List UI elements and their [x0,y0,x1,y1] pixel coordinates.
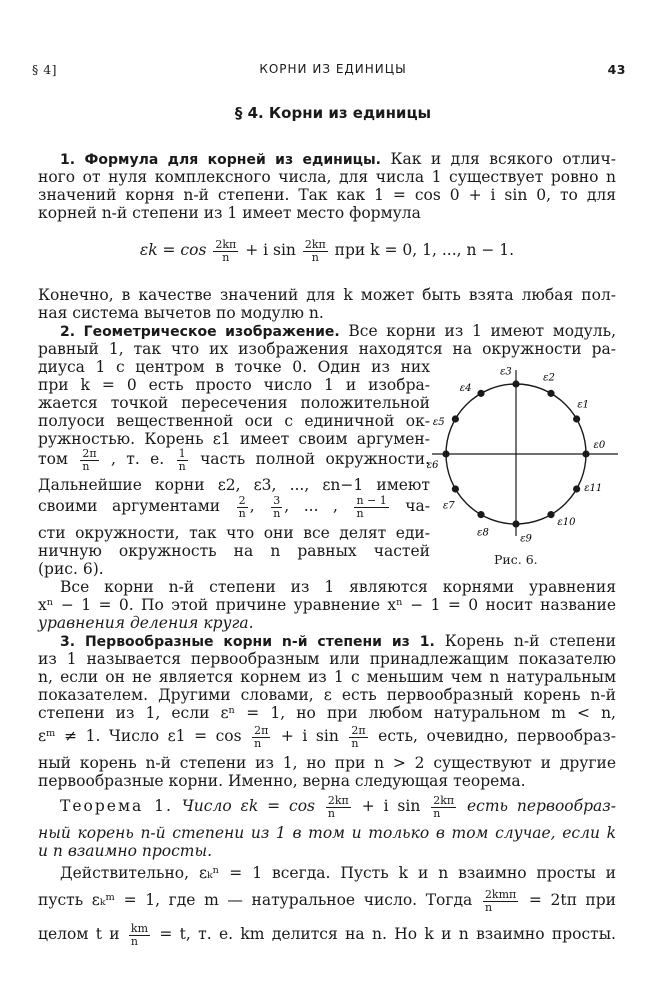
page-number: 43 [607,62,626,77]
fraction: $\frac{2\pi}{n}$ [254,723,269,750]
para1-line2: ного от нуля комплексного числа, для числа 1 существует ровно n [38,168,616,186]
theorem-line2: ный корень n-й степени из 1 в том и только в том случае, если k [38,824,616,842]
root-point-4 [477,390,484,397]
section-mark: § 4] [32,62,58,77]
para2-line15: xⁿ − 1 = 0. По этой причине уравнение xⁿ − 1 = 0 носит название [38,596,616,614]
para2-line2: равный 1, так что их изображения находятся на окружности ра- [38,340,616,358]
root-label-7: ε7 [442,500,455,512]
root-label-8: ε8 [477,527,489,539]
para2-line7: ружностью. Корень ε1 имеет своим аргумен- [38,430,430,448]
root-point-6 [442,450,449,457]
root-label-10: ε10 [557,517,576,529]
para2-line8: том $\frac{2\pi}{n}$ , т. е. $\frac{1}{n}$ часть полной окружности. [38,446,430,473]
formula-roots: εk = cos $\frac{2k\pi}{n}$ + i sin $\frac{2k\pi}{n}$ при k = 0, 1, ..., n − 1. [139,237,515,264]
theorem-line3: и n взаимно просты. [38,842,213,860]
root-label-2: ε2 [543,372,555,384]
para3-line2: из 1 называется первообразным или принадлежащим показателю [38,650,616,668]
proof-line3: целом t и $\frac{km}{n}$ = t, т. е. km делится на n. Но k и n взаимно просты. [38,921,616,948]
root-label-11: ε11 [584,482,603,494]
para2-line16: уравнения деления круга. [38,614,254,632]
root-label-5: ε5 [432,417,445,429]
para3-line1: 3. Первообразные корни n-й степени из 1. Корень n-й степени [60,632,616,650]
para2-line1: 2. Геометрическое изображение. Все корни из 1 имеют модуль, [60,322,616,340]
fraction: $\frac{\text{2kmπ}}{n}$ [484,887,517,914]
para2-line12: ничную окружность на n равных частей [38,542,430,560]
fraction: $\frac{2}{n}$ [238,493,246,520]
proof-line1: Действительно, εₖⁿ = 1 всегда. Пусть k и n взаимно просты и [60,864,616,882]
running-title: КОРНИ ИЗ ЕДИНИЦЫ [259,62,407,76]
fraction: $\frac{2k\pi}{n}$ [327,793,349,820]
para2-line4: при k = 0 есть просто число 1 и изобра- [38,376,430,394]
root-point-7 [452,485,459,492]
para1-line1: 1. Формула для корней из единицы. Как и для всякого отлич- [60,150,616,168]
root-label-9: ε9 [520,533,532,545]
fraction: $\frac{2\pi}{n}$ [351,723,366,750]
root-point-10 [547,511,554,518]
fraction: $\frac{2k\pi}{n}$ [215,237,237,264]
para3-line3: n, если он не является корнем из 1 с меньшим чем n натуральным [38,668,616,686]
para1-line3: значений корня n-й степени. Так как 1 = cos 0 + i sin 0, то для [38,186,616,204]
para1b-line1: Конечно, в качестве значений для k может быть взята любая пол- [38,286,616,304]
para2-line5: жается точкой пересечения положительной [38,394,430,412]
fraction: $\frac{3}{n}$ [273,493,281,520]
para2-line13: (рис. 6). [38,560,104,578]
root-point-3 [512,380,519,387]
proof-line2: пусть εₖᵐ = 1, где m — натуральное число. Тогда $\frac{\text{2kmπ}}{n}$ = 2tπ при [38,887,617,914]
fraction: $\frac{2k\pi}{n}$ [304,237,326,264]
section-title: § 4. Корни из единицы [234,104,432,122]
root-point-5 [452,415,459,422]
para3-line6: εᵐ ≠ 1. Число ε1 = cos $\frac{2\pi}{n}$ + i sin $\frac{2\pi}{n}$ есть, очевидно, первообраз- [38,723,616,750]
root-point-8 [477,511,484,518]
root-label-6: ε6 [426,460,439,472]
root-point-0 [582,450,589,457]
fraction: $\frac{2k\pi}{n}$ [433,793,455,820]
para1b-line2: ная система вычетов по модулю n. [38,304,324,322]
root-point-2 [547,390,554,397]
figure-caption: Рис. 6. [494,552,538,567]
fraction: $\frac{n - 1}{n}$ [356,493,387,520]
para1-line4: корней n-й степени из 1 имеет место формула [38,204,421,222]
root-point-1 [573,415,580,422]
para2-line14: Все корни n-й степени из 1 являются корнями уравнения [60,578,616,596]
para3-line5: степени из 1, если εⁿ = 1, но при любом натуральном m < n, [38,704,616,722]
root-label-3: ε3 [500,366,512,378]
root-point-11 [573,485,580,492]
fraction: $\frac{2\pi}{n}$ [82,446,97,473]
root-label-4: ε4 [459,382,472,394]
para2-line3: диуса 1 с центром в точке 0. Один из них [38,358,430,376]
theorem-line1: Теорема 1. Число εk = cos $\frac{2k\pi}{n}$ + i sin $\frac{2k\pi}{n}$ есть первообраз- [60,793,616,820]
para2-line11: сти окружности, так что они все делят еди- [38,524,430,542]
fraction: $\frac{1}{n}$ [178,446,186,473]
unit-circle-figure [424,366,624,545]
para3-line8: первообразные корни. Именно, верна следующая теорема. [38,772,526,790]
root-point-9 [512,520,519,527]
fraction: $\frac{km}{n}$ [130,921,149,948]
para2-line9: Дальнейшие корни ε2, ε3, ..., εn−1 имеют [38,476,430,494]
para2-line10: своими аргументами $\frac{2}{n}$ , $\frac{3}{n}$ , ... , $\frac{n - 1}{n}$ ча- [38,493,430,520]
para3-line4: показателем. Другими словами, ε есть первообразный корень n-й [38,686,616,704]
root-label-1: ε1 [577,399,590,411]
root-label-0: ε0 [593,439,606,451]
para3-line7: ный корень n-й степени из 1, но при n > 2 существуют и другие [38,754,616,772]
para2-line6: полуоси вещественной оси с единичной ок- [38,412,430,430]
